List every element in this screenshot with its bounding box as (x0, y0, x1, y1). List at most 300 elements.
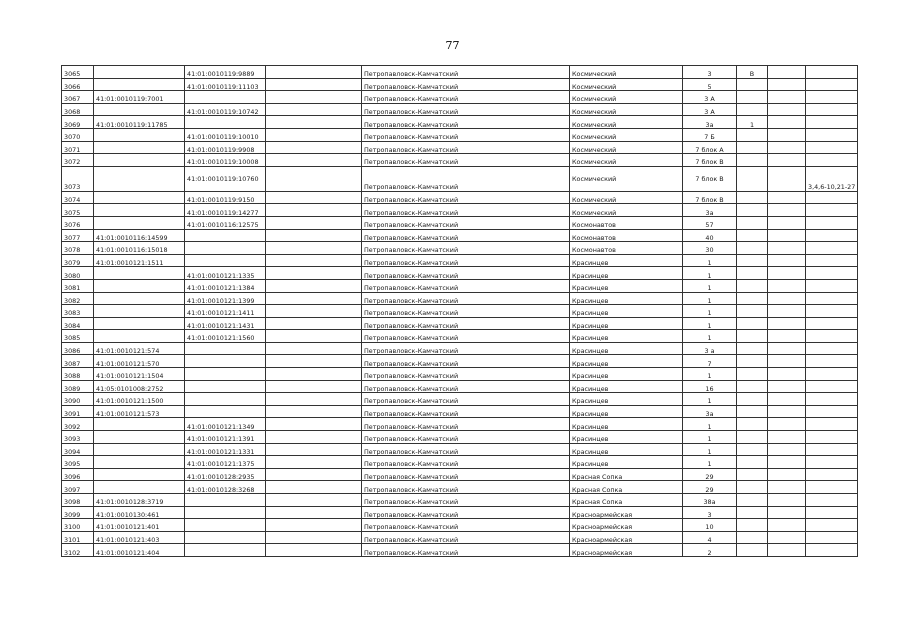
empty-cell (266, 456, 362, 469)
corpus-cell (768, 393, 806, 406)
city-cell: Петропавловск-Камчатский (362, 166, 570, 191)
corpus-cell (768, 191, 806, 204)
building-cell (737, 544, 768, 557)
apartment-cell (806, 116, 858, 129)
page-number: 77 (445, 39, 460, 52)
row-number-cell: 3086 (62, 342, 94, 355)
building-cell (737, 330, 768, 343)
city-cell: Петропавловск-Камчатский (362, 128, 570, 141)
city-cell: Петропавловск-Камчатский (362, 66, 570, 79)
city-cell: Петропавловск-Камчатский (362, 330, 570, 343)
city-cell: Петропавловск-Камчатский (362, 431, 570, 444)
apartment-cell (806, 204, 858, 217)
table-row (62, 418, 858, 431)
empty-cell (266, 305, 362, 318)
building-cell (737, 468, 768, 481)
row-number-cell: 3085 (62, 330, 94, 343)
building-cell (737, 267, 768, 280)
row-number-cell: 3091 (62, 405, 94, 418)
street-cell: Красинцев (570, 380, 683, 393)
cadastral-number-cell (94, 305, 185, 318)
empty-cell (266, 531, 362, 544)
cadastral-number-cell: 41:01:0010119:11785 (94, 116, 185, 129)
table-row (62, 66, 858, 79)
house-number-cell: 1 (683, 267, 737, 280)
building-cell (737, 342, 768, 355)
building-cadastral-number-cell: 41:01:0010121:1335 (185, 267, 266, 280)
apartment-cell (806, 380, 858, 393)
building-cell (737, 393, 768, 406)
house-number-cell: 1 (683, 418, 737, 431)
building-cell (737, 103, 768, 116)
apartment-cell (806, 78, 858, 91)
corpus-cell (768, 456, 806, 469)
building-cadastral-number-cell (185, 506, 266, 519)
table-row (62, 216, 858, 229)
cadastral-number-cell (94, 128, 185, 141)
street-cell: Космический (570, 78, 683, 91)
empty-cell (266, 317, 362, 330)
apartment-cell (806, 292, 858, 305)
row-number-cell: 3099 (62, 506, 94, 519)
city-cell: Петропавловск-Камчатский (362, 254, 570, 267)
street-cell: Красная Сопка (570, 481, 683, 494)
row-number-cell: 3070 (62, 128, 94, 141)
street-cell: Космический (570, 66, 683, 79)
empty-cell (266, 494, 362, 507)
corpus-cell (768, 229, 806, 242)
cadastral-number-cell: 41:01:0010121:574 (94, 342, 185, 355)
building-cadastral-number-cell: 41:01:0010119:10008 (185, 154, 266, 167)
empty-cell (266, 103, 362, 116)
empty-cell (266, 128, 362, 141)
empty-cell (266, 468, 362, 481)
building-cadastral-number-cell (185, 355, 266, 368)
building-cell (737, 204, 768, 217)
cadastral-number-cell: 41:01:0010128:3719 (94, 494, 185, 507)
empty-cell (266, 154, 362, 167)
corpus-cell (768, 204, 806, 217)
table-row (62, 78, 858, 91)
row-number-cell: 3072 (62, 154, 94, 167)
cadastral-number-cell (94, 292, 185, 305)
corpus-cell (768, 418, 806, 431)
house-number-cell: 1 (683, 254, 737, 267)
building-cadastral-number-cell (185, 531, 266, 544)
row-number-cell: 3074 (62, 191, 94, 204)
corpus-cell (768, 216, 806, 229)
building-cadastral-number-cell: 41:01:0010116:12575 (185, 216, 266, 229)
cadastral-number-cell (94, 330, 185, 343)
cadastral-number-cell (94, 204, 185, 217)
cadastral-number-cell (94, 103, 185, 116)
house-number-cell: 3а (683, 116, 737, 129)
cadastral-number-cell: 41:01:0010121:403 (94, 531, 185, 544)
row-number-cell: 3077 (62, 229, 94, 242)
building-cell: 1 (737, 116, 768, 129)
street-cell: Красинцев (570, 305, 683, 318)
apartment-cell (806, 103, 858, 116)
cadastral-number-cell: 41:01:0010121:1504 (94, 368, 185, 381)
apartment-cell (806, 141, 858, 154)
building-cell (737, 242, 768, 255)
building-cell (737, 292, 768, 305)
house-number-cell: 4 (683, 531, 737, 544)
table-row (62, 355, 858, 368)
city-cell: Петропавловск-Камчатский (362, 342, 570, 355)
corpus-cell (768, 279, 806, 292)
apartment-cell (806, 443, 858, 456)
table-row (62, 494, 858, 507)
corpus-cell (768, 103, 806, 116)
corpus-cell (768, 254, 806, 267)
apartment-cell (806, 91, 858, 104)
city-cell: Петропавловск-Камчатский (362, 91, 570, 104)
cadastral-number-cell: 41:01:0010121:1511 (94, 254, 185, 267)
table-row (62, 481, 858, 494)
building-cadastral-number-cell (185, 393, 266, 406)
street-cell: Красинцев (570, 317, 683, 330)
building-cell (737, 418, 768, 431)
building-cell (737, 191, 768, 204)
house-number-cell: 7 блок В (683, 166, 737, 191)
table-row (62, 342, 858, 355)
city-cell: Петропавловск-Камчатский (362, 393, 570, 406)
empty-cell (266, 405, 362, 418)
building-cadastral-number-cell: 41:01:0010121:1560 (185, 330, 266, 343)
table-row (62, 103, 858, 116)
corpus-cell (768, 128, 806, 141)
table-row (62, 292, 858, 305)
building-cadastral-number-cell: 41:01:0010128:3268 (185, 481, 266, 494)
corpus-cell (768, 431, 806, 444)
empty-cell (266, 519, 362, 532)
building-cell (737, 317, 768, 330)
building-cell (737, 141, 768, 154)
corpus-cell (768, 519, 806, 532)
city-cell: Петропавловск-Камчатский (362, 141, 570, 154)
building-cadastral-number-cell (185, 342, 266, 355)
address-registry-table (61, 65, 858, 557)
building-cell (737, 254, 768, 267)
street-cell: Космонавтов (570, 242, 683, 255)
row-number-cell: 3089 (62, 380, 94, 393)
apartment-cell (806, 544, 858, 557)
empty-cell (266, 418, 362, 431)
building-cadastral-number-cell: 41:01:0010121:1431 (185, 317, 266, 330)
table-row (62, 141, 858, 154)
building-cadastral-number-cell (185, 254, 266, 267)
city-cell: Петропавловск-Камчатский (362, 405, 570, 418)
street-cell: Космический (570, 128, 683, 141)
building-cadastral-number-cell: 41:01:0010119:9908 (185, 141, 266, 154)
building-cadastral-number-cell (185, 91, 266, 104)
row-number-cell: 3067 (62, 91, 94, 104)
house-number-cell: 1 (683, 431, 737, 444)
building-cell (737, 531, 768, 544)
cadastral-number-cell: 41:01:0010121:401 (94, 519, 185, 532)
registry-body (62, 66, 858, 557)
building-cadastral-number-cell: 41:01:0010119:9150 (185, 191, 266, 204)
row-number-cell: 3093 (62, 431, 94, 444)
building-cadastral-number-cell: 41:01:0010128:2935 (185, 468, 266, 481)
corpus-cell (768, 342, 806, 355)
city-cell: Петропавловск-Камчатский (362, 279, 570, 292)
row-number-cell: 3068 (62, 103, 94, 116)
apartment-cell (806, 468, 858, 481)
city-cell: Петропавловск-Камчатский (362, 531, 570, 544)
house-number-cell: 3 а (683, 342, 737, 355)
corpus-cell (768, 292, 806, 305)
building-cadastral-number-cell (185, 368, 266, 381)
cadastral-number-cell: 41:01:0010130:461 (94, 506, 185, 519)
city-cell: Петропавловск-Камчатский (362, 418, 570, 431)
cadastral-number-cell: 41:01:0010121:1500 (94, 393, 185, 406)
table-row (62, 519, 858, 532)
table-row (62, 128, 858, 141)
cadastral-number-cell (94, 216, 185, 229)
house-number-cell: 1 (683, 443, 737, 456)
apartment-cell (806, 317, 858, 330)
building-cell (737, 481, 768, 494)
building-cell (737, 229, 768, 242)
empty-cell (266, 78, 362, 91)
street-cell: Красинцев (570, 355, 683, 368)
cadastral-number-cell (94, 443, 185, 456)
building-cadastral-number-cell: 41:01:0010121:1331 (185, 443, 266, 456)
street-cell: Красинцев (570, 254, 683, 267)
apartment-cell (806, 305, 858, 318)
street-cell: Космический (570, 103, 683, 116)
city-cell: Петропавловск-Камчатский (362, 242, 570, 255)
cadastral-number-cell: 41:01:0010121:570 (94, 355, 185, 368)
street-cell: Красинцев (570, 456, 683, 469)
street-cell: Космонавтов (570, 229, 683, 242)
street-cell: Красинцев (570, 393, 683, 406)
house-number-cell: 7 блок В (683, 191, 737, 204)
corpus-cell (768, 544, 806, 557)
street-cell: Красноармейская (570, 519, 683, 532)
row-number-cell: 3075 (62, 204, 94, 217)
building-cadastral-number-cell: 41:01:0010119:11103 (185, 78, 266, 91)
building-cadastral-number-cell (185, 519, 266, 532)
building-cadastral-number-cell (185, 544, 266, 557)
city-cell: Петропавловск-Камчатский (362, 267, 570, 280)
apartment-cell (806, 128, 858, 141)
city-cell: Петропавловск-Камчатский (362, 216, 570, 229)
empty-cell (266, 242, 362, 255)
row-number-cell: 3084 (62, 317, 94, 330)
city-cell: Петропавловск-Камчатский (362, 443, 570, 456)
table-row (62, 166, 858, 191)
building-cell (737, 443, 768, 456)
street-cell: Красинцев (570, 443, 683, 456)
street-cell: Космический (570, 191, 683, 204)
city-cell: Петропавловск-Камчатский (362, 544, 570, 557)
house-number-cell: 10 (683, 519, 737, 532)
house-number-cell: 7 (683, 355, 737, 368)
building-cell (737, 506, 768, 519)
empty-cell (266, 355, 362, 368)
city-cell: Петропавловск-Камчатский (362, 355, 570, 368)
cadastral-number-cell (94, 191, 185, 204)
table-row (62, 380, 858, 393)
corpus-cell (768, 405, 806, 418)
table-row (62, 204, 858, 217)
apartment-cell (806, 242, 858, 255)
street-cell: Красноармейская (570, 531, 683, 544)
street-cell: Космический (570, 91, 683, 104)
house-number-cell: 16 (683, 380, 737, 393)
city-cell: Петропавловск-Камчатский (362, 103, 570, 116)
table-row (62, 405, 858, 418)
table-row (62, 368, 858, 381)
corpus-cell (768, 78, 806, 91)
building-cadastral-number-cell: 41:01:0010121:1375 (185, 456, 266, 469)
corpus-cell (768, 166, 806, 191)
cadastral-number-cell (94, 154, 185, 167)
apartment-cell (806, 229, 858, 242)
empty-cell (266, 431, 362, 444)
building-cell (737, 216, 768, 229)
corpus-cell (768, 506, 806, 519)
table-row (62, 242, 858, 255)
house-number-cell: 1 (683, 393, 737, 406)
row-number-cell: 3079 (62, 254, 94, 267)
empty-cell (266, 443, 362, 456)
city-cell: Петропавловск-Камчатский (362, 494, 570, 507)
table-row (62, 506, 858, 519)
corpus-cell (768, 481, 806, 494)
house-number-cell: 1 (683, 292, 737, 305)
building-cadastral-number-cell: 41:01:0010121:1411 (185, 305, 266, 318)
building-cadastral-number-cell (185, 380, 266, 393)
table-row (62, 393, 858, 406)
building-cadastral-number-cell: 41:01:0010119:9889 (185, 66, 266, 79)
building-cell (737, 380, 768, 393)
building-cell (737, 405, 768, 418)
street-cell: Красинцев (570, 330, 683, 343)
cadastral-number-cell (94, 66, 185, 79)
table-row (62, 267, 858, 280)
apartment-cell (806, 393, 858, 406)
cadastral-number-cell (94, 418, 185, 431)
corpus-cell (768, 116, 806, 129)
street-cell: Красинцев (570, 431, 683, 444)
table-row (62, 154, 858, 167)
row-number-cell: 3081 (62, 279, 94, 292)
apartment-cell (806, 66, 858, 79)
corpus-cell (768, 443, 806, 456)
city-cell: Петропавловск-Камчатский (362, 154, 570, 167)
empty-cell (266, 91, 362, 104)
cadastral-number-cell: 41:01:0010116:15018 (94, 242, 185, 255)
empty-cell (266, 368, 362, 381)
row-number-cell: 3102 (62, 544, 94, 557)
apartment-cell (806, 531, 858, 544)
empty-cell (266, 393, 362, 406)
apartment-cell (806, 405, 858, 418)
empty-cell (266, 267, 362, 280)
table-row (62, 305, 858, 318)
cadastral-number-cell: 41:01:0010121:404 (94, 544, 185, 557)
street-cell: Космический (570, 204, 683, 217)
empty-cell (266, 204, 362, 217)
building-cell (737, 166, 768, 191)
city-cell: Петропавловск-Камчатский (362, 116, 570, 129)
house-number-cell: 3 А (683, 91, 737, 104)
empty-cell (266, 342, 362, 355)
street-cell: Красинцев (570, 418, 683, 431)
table-row (62, 279, 858, 292)
house-number-cell: 57 (683, 216, 737, 229)
table-row (62, 330, 858, 343)
building-cadastral-number-cell: 41:01:0010119:10760 (185, 166, 266, 191)
row-number-cell: 3083 (62, 305, 94, 318)
row-number-cell: 3088 (62, 368, 94, 381)
empty-cell (266, 191, 362, 204)
cadastral-number-cell: 41:01:0010119:7001 (94, 91, 185, 104)
house-number-cell: 38а (683, 494, 737, 507)
building-cadastral-number-cell (185, 405, 266, 418)
building-cell (737, 78, 768, 91)
building-cadastral-number-cell (185, 494, 266, 507)
cadastral-number-cell: 41:01:0010116:14599 (94, 229, 185, 242)
empty-cell (266, 292, 362, 305)
cadastral-number-cell (94, 481, 185, 494)
building-cadastral-number-cell: 41:01:0010121:1384 (185, 279, 266, 292)
street-cell: Космический (570, 154, 683, 167)
corpus-cell (768, 355, 806, 368)
corpus-cell (768, 468, 806, 481)
empty-cell (266, 380, 362, 393)
corpus-cell (768, 317, 806, 330)
building-cell (737, 305, 768, 318)
row-number-cell: 3065 (62, 66, 94, 79)
apartment-cell (806, 279, 858, 292)
empty-cell (266, 141, 362, 154)
cadastral-number-cell (94, 468, 185, 481)
city-cell: Петропавловск-Камчатский (362, 191, 570, 204)
table-row (62, 254, 858, 267)
house-number-cell: 1 (683, 368, 737, 381)
building-cadastral-number-cell: 41:01:0010119:10010 (185, 128, 266, 141)
house-number-cell: 3 (683, 506, 737, 519)
cadastral-number-cell (94, 317, 185, 330)
row-number-cell: 3094 (62, 443, 94, 456)
house-number-cell: 30 (683, 242, 737, 255)
row-number-cell: 3073 (62, 166, 94, 191)
street-cell: Красноармейская (570, 506, 683, 519)
apartment-cell (806, 330, 858, 343)
city-cell: Петропавловск-Камчатский (362, 468, 570, 481)
house-number-cell: 3а (683, 204, 737, 217)
row-number-cell: 3066 (62, 78, 94, 91)
building-cadastral-number-cell: 41:01:0010119:14277 (185, 204, 266, 217)
building-cadastral-number-cell (185, 116, 266, 129)
cadastral-number-cell (94, 267, 185, 280)
apartment-cell (806, 519, 858, 532)
street-cell: Красноармейская (570, 544, 683, 557)
row-number-cell: 3095 (62, 456, 94, 469)
house-number-cell: 1 (683, 305, 737, 318)
building-cell (737, 431, 768, 444)
street-cell: Космический (570, 166, 683, 191)
empty-cell (266, 544, 362, 557)
cadastral-number-cell (94, 166, 185, 191)
empty-cell (266, 66, 362, 79)
row-number-cell: 3082 (62, 292, 94, 305)
